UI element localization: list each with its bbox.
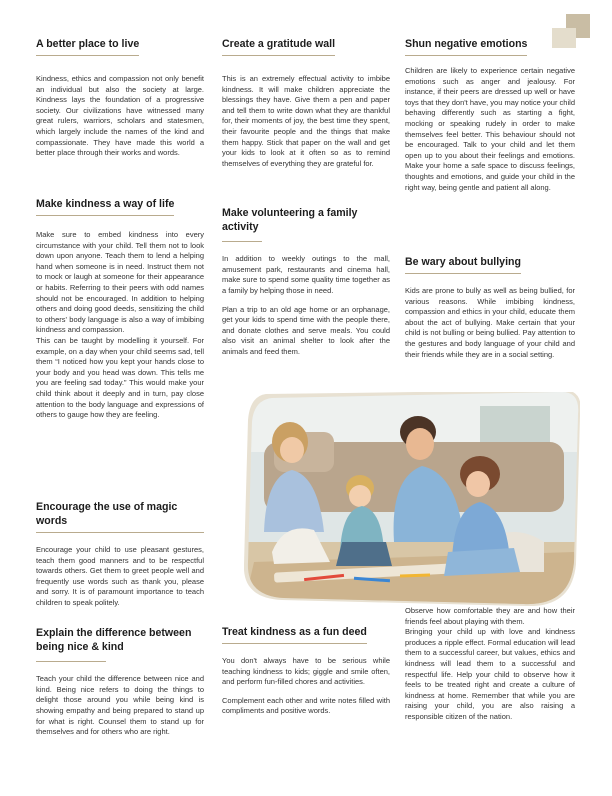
- section-paragraph: Make sure to embed kindness into every circumstance with your child. Tell them not to look down upon anyone. Teach them to lend a helping hand when someone is in need. Instruct them not to mock or laugh at someone for their appearance or habits. Referring to their peers with odd names should not be encouraged. In addition to helping others and doing good deeds, sensitizing the child to others' body language is also a way of imbibing kindness and compassion.: [36, 230, 204, 335]
- section-paragraph: In addition to weekly outings to the mall, amusement park, restaurants and cinema hall, make sure to spend some quality time together as a family by helping those in need.: [222, 254, 390, 295]
- section-paragraph: Plan a trip to an old age home or an orphanage, get your kids to spend time with the people there, and donate clothes and serve meals. You could also visit an animal shelter to look after the animals and feed them.: [222, 304, 390, 356]
- section-fun-deed: [222, 622, 390, 717]
- section-heading: Create a gratitude wall: [222, 37, 335, 56]
- section-heading: Encourage the use of magic words: [36, 500, 204, 533]
- section-heading: A better place to live: [36, 37, 139, 56]
- section-heading: Treat kindness as a fun deed: [222, 625, 367, 644]
- family-photo: [244, 392, 580, 606]
- column-2: [222, 34, 390, 716]
- section-paragraph: Bringing your child up with love and kindness produces a ripple effect. Formal education will lead them to a successful career, but values, ethics and kindness will lead them to a successful and respectful life. Help your child to observe how it feels to be treated right and create a culture of kindness at home. Remember that while you are raising your child, you are also raising a responsible citizen of the nation.: [405, 627, 575, 721]
- section-heading: Shun negative emotions: [405, 37, 527, 56]
- section-paragraph: Kids are prone to bully as well as being bullied, for various reasons. While imbibing kindness, compassion and ethics in your child, educate them about the act of bullying. Make certain that your child is not bulling or being bullied. Pay attention to the gestures and body language of your child and their friends while they are in a social setting.: [405, 286, 575, 359]
- section-paragraph: This is an extremely effectual activity to imbibe kindness. It will make children appreciate the blessings they have. Give them a pen and paper and tell them to write down what they are thankful for, their moments of joy, the best time they spent, their favourite people and the things that make them happy. Stick that paper on the wall and get your kids to look at it often so as to remind themselves of everything they are grateful for.: [222, 74, 390, 168]
- section-heading: Be wary about bullying: [405, 255, 521, 274]
- column-3: [405, 34, 575, 721]
- section-volunteering: [222, 206, 390, 358]
- section-paragraph: Kindness, ethics and compassion not only benefit an individual but also the society at large. Kindness lays the foundation of a progressive society. Our civilizations have witnessed many great rulers, warriors, scholars and statesmen, which largely include the names of the kind and compassionate. They have made this world a better place through their works and words.: [36, 74, 204, 158]
- section-heading: Make volunteering a family activity: [222, 207, 358, 233]
- section-paragraph: This can be taught by modelling it yourself. For example, on a day when your child seems sad, tell them “I noticed how you kept your hands close to your body and you head was down. This tells me you are feeling sad today.” This would make your child think about it deeply and in turn, pay close attention to the body language and expressions of others to gauge how they are feeling.: [36, 335, 204, 420]
- section-gratitude-wall: [222, 34, 390, 169]
- section-paragraph: Complement each other and write notes filled with compliments and positive words.: [222, 695, 390, 716]
- column-1: [36, 34, 204, 737]
- section-paragraph: Encourage your child to use pleasant gestures, teach them good manners and to be respectful towards others. Get them to greet people well and frequently use words such as thank you, please and sorry. It is of paramount importance to teach children to speak politely.: [36, 545, 204, 607]
- section-magic-words: [36, 500, 204, 609]
- section-closing: [405, 606, 575, 723]
- section-paragraph: Children are likely to experience certain negative emotions such as anger and jealousy. For instance, if their peers are dressed up well or have toys that they don't have, you may notice your child behaving differently such as starting a fight, mocking or speaking rudely in order to make themselves feel better. This behaviour should not be encouraged. Talk to your child and let them open up to you about their feelings and emotions. Make your home a safe space to discuss feelings, thoughts and emotions, and guide your child in the right way, being gentle and patient all along.: [405, 66, 575, 192]
- section-negative-emotions: [405, 34, 575, 193]
- section-heading: Explain the difference between being nice & kind: [36, 627, 192, 653]
- section-paragraph: You don't always have to be serious while teaching kindness to kids; giggle and smile often, and perform fun-filled chores and activities.: [222, 656, 390, 687]
- section-nice-vs-kind: [36, 626, 204, 738]
- section-way-of-life: [36, 194, 204, 421]
- section-better-place: [36, 34, 204, 159]
- section-bullying: [405, 252, 575, 360]
- section-paragraph: Observe how comfortable they are and how their friends feel about playing with them.: [405, 606, 575, 626]
- family-photo-illustration: [244, 392, 580, 606]
- section-heading: Make kindness a way of life: [36, 197, 174, 216]
- section-paragraph: Teach your child the difference between nice and kind. Being nice refers to doing the things to delight those around you while being kind is showing empathy and being prepared to stand up for what is right. Counsel them to stand up for themselves and for others who are right.: [36, 674, 204, 737]
